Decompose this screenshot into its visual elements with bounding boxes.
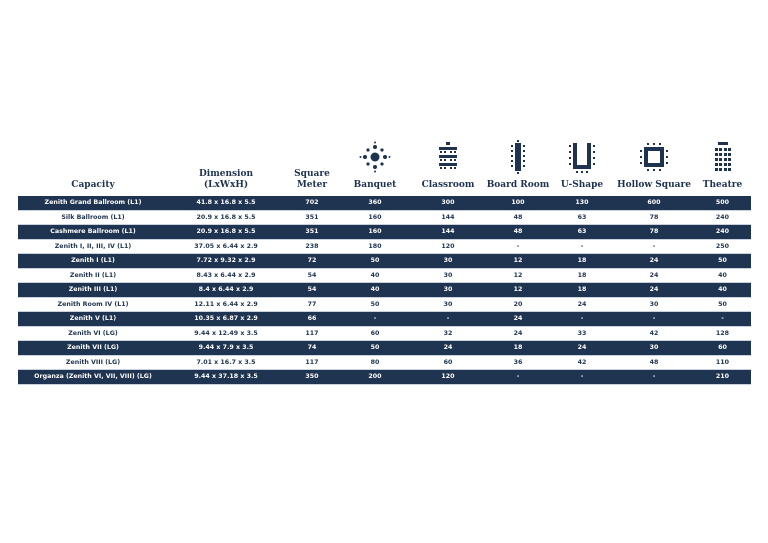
table-row xyxy=(18,312,751,327)
cell-board-room: 18 xyxy=(513,344,523,352)
table-row xyxy=(18,240,751,255)
cell-theatre: 60 xyxy=(718,344,727,352)
cell-u-shape: 24 xyxy=(577,300,587,308)
table-row xyxy=(18,254,751,269)
cell-hollow-square: - xyxy=(652,373,656,381)
cell-banquet: 40 xyxy=(370,286,380,294)
cell-dimension: 7.01 x 16.7 x 3.5 xyxy=(196,358,256,366)
cell-board-room: 12 xyxy=(513,257,523,265)
cell-banquet: 160 xyxy=(368,228,382,236)
cell-classroom: 60 xyxy=(443,358,453,366)
cell-u-shape: 18 xyxy=(577,286,587,294)
capacity-table xyxy=(18,140,751,385)
table-row xyxy=(18,211,751,226)
cell-dimension: 9.44 x 12.49 x 3.5 xyxy=(194,329,258,337)
classroom-rows-icon xyxy=(431,140,465,174)
cell-u-shape: 63 xyxy=(577,228,587,236)
cell-classroom: 30 xyxy=(443,257,453,265)
banquet-round-tables-icon xyxy=(358,140,392,174)
header-banquet-label: Banquet xyxy=(353,180,397,190)
header-hollow-square xyxy=(614,140,694,191)
cell-board-room: 24 xyxy=(513,329,523,337)
cell-u-shape: - xyxy=(580,242,584,250)
cell-theatre: 50 xyxy=(718,300,727,308)
cell-room: Zenith I, II, III, IV (L1) xyxy=(54,242,132,250)
cell-dimension: 37.05 x 6.44 x 2.9 xyxy=(194,242,258,250)
cell-square-meter: 66 xyxy=(307,315,317,323)
cell-classroom: 32 xyxy=(443,329,453,337)
cell-hollow-square: - xyxy=(652,242,656,250)
cell-hollow-square: 24 xyxy=(649,286,659,294)
cell-u-shape: - xyxy=(580,315,584,323)
cell-dimension: 41.8 x 16.8 x 5.5 xyxy=(196,199,256,207)
cell-square-meter: 54 xyxy=(307,286,317,294)
cell-theatre: 250 xyxy=(715,242,730,250)
cell-board-room: 36 xyxy=(513,358,523,366)
cell-classroom: 30 xyxy=(443,286,453,294)
table-row xyxy=(18,341,751,356)
header-capacity-label: Capacity xyxy=(71,180,115,190)
cell-classroom: 144 xyxy=(441,213,455,221)
cell-square-meter: 351 xyxy=(305,228,319,236)
cell-square-meter: 351 xyxy=(305,213,319,221)
cell-classroom: 120 xyxy=(441,242,455,250)
cell-classroom: 30 xyxy=(443,271,453,279)
cell-u-shape: 24 xyxy=(577,344,587,352)
cell-square-meter: 72 xyxy=(307,257,317,265)
cell-dimension: 20.9 x 16.8 x 5.5 xyxy=(196,228,256,236)
cell-dimension: 8.4 x 6.44 x 2.9 xyxy=(198,286,254,294)
cell-board-room: 48 xyxy=(513,213,523,221)
cell-banquet: 50 xyxy=(370,300,380,308)
cell-banquet: 180 xyxy=(368,242,382,250)
cell-hollow-square: 30 xyxy=(649,300,659,308)
cell-board-room: 24 xyxy=(513,315,523,323)
table-row xyxy=(18,225,751,240)
cell-square-meter: 74 xyxy=(307,344,317,352)
header-sqm-line2: Meter xyxy=(296,180,328,190)
cell-hollow-square: 24 xyxy=(649,271,659,279)
cell-classroom: 144 xyxy=(441,228,455,236)
cell-theatre: - xyxy=(721,315,724,323)
theatre-rows-icon xyxy=(706,140,740,174)
cell-board-room: 12 xyxy=(513,271,523,279)
header-u-shape xyxy=(550,140,614,191)
cell-square-meter: 117 xyxy=(305,358,319,366)
cell-room: Organza (Zenith VI, VII, VIII) (LG) xyxy=(34,373,152,381)
cell-room: Zenith III (L1) xyxy=(68,286,118,294)
cell-dimension: 7.72 x 9.32 x 2.9 xyxy=(196,257,256,265)
table-row xyxy=(18,298,751,313)
cell-square-meter: 77 xyxy=(307,300,317,308)
cell-banquet: - xyxy=(373,315,377,323)
header-sqm-line1: Square xyxy=(294,169,330,179)
header-square-meter xyxy=(284,169,340,191)
cell-theatre: 240 xyxy=(715,228,730,236)
table-row xyxy=(18,269,751,284)
cell-theatre: 240 xyxy=(715,213,730,221)
cell-banquet: 50 xyxy=(370,257,380,265)
cell-room: Zenith II (L1) xyxy=(69,271,117,279)
cell-dimension: 9.44 x 37.18 x 3.5 xyxy=(194,373,258,381)
cell-banquet: 160 xyxy=(368,213,382,221)
cell-hollow-square: 78 xyxy=(649,228,659,236)
cell-banquet: 50 xyxy=(370,344,380,352)
cell-room: Zenith Room IV (L1) xyxy=(57,300,129,308)
cell-square-meter: 54 xyxy=(307,271,317,279)
cell-theatre: 50 xyxy=(718,257,727,265)
cell-dimension: 12.11 x 6.44 x 2.9 xyxy=(194,300,258,308)
cell-board-room: 20 xyxy=(513,300,523,308)
cell-room: Zenith V (L1) xyxy=(69,315,117,323)
cell-board-room: 100 xyxy=(511,199,525,207)
cell-dimension: 8.43 x 6.44 x 2.9 xyxy=(196,271,256,279)
cell-u-shape: 18 xyxy=(577,271,587,279)
cell-u-shape: 18 xyxy=(577,257,587,265)
cell-room: Silk Ballroom (L1) xyxy=(61,213,125,221)
header-dimension xyxy=(168,169,284,191)
cell-banquet: 40 xyxy=(370,271,380,279)
header-classroom-label: Classroom xyxy=(421,180,475,190)
header-hollow-square-label: Hollow Square xyxy=(617,180,691,190)
cell-square-meter: 350 xyxy=(305,373,319,381)
cell-dimension: 10.35 x 6.87 x 2.9 xyxy=(194,315,258,323)
cell-classroom: 24 xyxy=(443,344,453,352)
table-row xyxy=(18,196,751,211)
cell-classroom: 30 xyxy=(443,300,453,308)
cell-banquet: 80 xyxy=(370,358,380,366)
hollow-square-layout-icon xyxy=(637,140,671,174)
cell-hollow-square: 42 xyxy=(649,329,659,337)
cell-room: Cashmere Ballroom (L1) xyxy=(50,228,136,236)
table-row xyxy=(18,327,751,342)
header-theatre-label: Theatre xyxy=(702,180,743,190)
cell-hollow-square: 78 xyxy=(649,213,659,221)
cell-u-shape: 130 xyxy=(575,199,589,207)
cell-u-shape: - xyxy=(580,373,584,381)
cell-hollow-square: - xyxy=(652,315,656,323)
cell-board-room: - xyxy=(516,242,520,250)
cell-theatre: 110 xyxy=(715,358,730,366)
table-row xyxy=(18,370,751,385)
cell-hollow-square: 30 xyxy=(649,344,659,352)
cell-square-meter: 702 xyxy=(305,199,319,207)
cell-u-shape: 42 xyxy=(577,358,587,366)
cell-classroom: 120 xyxy=(441,373,455,381)
cell-u-shape: 33 xyxy=(577,329,587,337)
cell-classroom: - xyxy=(446,315,450,323)
header-banquet xyxy=(340,140,410,191)
cell-hollow-square: 600 xyxy=(647,199,661,207)
cell-board-room: 12 xyxy=(513,286,523,294)
cell-square-meter: 238 xyxy=(305,242,319,250)
cell-square-meter: 117 xyxy=(305,329,319,337)
boardroom-table-icon xyxy=(501,140,535,174)
cell-room: Zenith VI (LG) xyxy=(68,329,118,337)
cell-room: Zenith VIII (LG) xyxy=(65,358,121,366)
header-u-shape-label: U-Shape xyxy=(560,180,604,190)
header-board-room xyxy=(486,140,550,191)
header-classroom xyxy=(410,140,486,191)
cell-room: Zenith I (L1) xyxy=(71,257,115,265)
cell-u-shape: 63 xyxy=(577,213,587,221)
cell-room: Zenith Grand Ballroom (L1) xyxy=(44,199,142,207)
header-board-room-label: Board Room xyxy=(486,180,550,190)
table-row xyxy=(18,356,751,371)
header-dimension-line1: Dimension xyxy=(198,169,254,179)
cell-theatre: 40 xyxy=(718,271,727,279)
cell-theatre: 128 xyxy=(715,329,730,337)
cell-board-room: 48 xyxy=(513,228,523,236)
cell-dimension: 20.9 x 16.8 x 5.5 xyxy=(196,213,256,221)
table-header xyxy=(18,140,751,196)
cell-hollow-square: 24 xyxy=(649,257,659,265)
cell-theatre: 40 xyxy=(718,286,727,294)
cell-banquet: 200 xyxy=(368,373,382,381)
cell-theatre: 210 xyxy=(715,373,730,381)
cell-room: Zenith VII (LG) xyxy=(67,344,119,352)
header-capacity xyxy=(18,180,168,191)
cell-banquet: 360 xyxy=(368,199,382,207)
cell-banquet: 60 xyxy=(370,329,380,337)
table-body xyxy=(18,196,751,385)
cell-board-room: - xyxy=(516,373,520,381)
cell-hollow-square: 48 xyxy=(649,358,659,366)
header-dimension-line2: (LxWxH) xyxy=(203,180,249,190)
u-shape-layout-icon xyxy=(565,140,599,174)
cell-classroom: 300 xyxy=(441,199,455,207)
header-theatre xyxy=(694,140,751,191)
cell-dimension: 9.44 x 7.9 x 3.5 xyxy=(198,344,254,352)
table-row xyxy=(18,283,751,298)
cell-theatre: 500 xyxy=(715,199,730,207)
